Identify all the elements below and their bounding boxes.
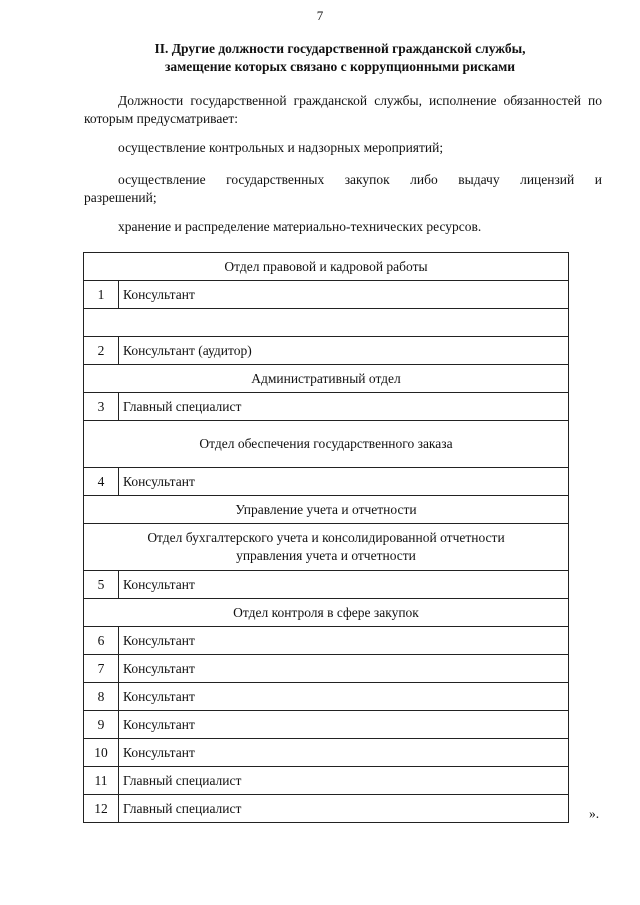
duty-item-procurement bbox=[84, 171, 602, 207]
position-title: Консультант bbox=[119, 571, 569, 599]
intro-paragraph: Должности государственной гражданской службы, исполнение обязанностей по которым предусматривает: bbox=[84, 93, 602, 126]
position-title: Консультант bbox=[119, 655, 569, 683]
row-number: 10 bbox=[84, 739, 119, 767]
table-row bbox=[84, 739, 569, 767]
row-number: 6 bbox=[84, 627, 119, 655]
row-number: 8 bbox=[84, 683, 119, 711]
position-title: Консультант bbox=[119, 281, 569, 309]
department-row bbox=[84, 524, 569, 571]
position-title: Консультант bbox=[119, 468, 569, 496]
positions-table bbox=[83, 252, 569, 823]
department-name: Отдел правовой и кадровой работы bbox=[84, 253, 569, 281]
closing-quote-mark: ». bbox=[589, 806, 600, 821]
duty-item-storage: хранение и распределение материально-технических ресурсов. bbox=[118, 219, 482, 234]
empty-cell bbox=[84, 309, 569, 337]
table-row bbox=[84, 795, 569, 823]
table-row bbox=[84, 767, 569, 795]
department-row bbox=[84, 496, 569, 524]
table-row bbox=[84, 655, 569, 683]
table-row bbox=[84, 683, 569, 711]
page-number: 7 bbox=[316, 8, 324, 23]
section-heading-line-1: II. Другие должности государственной гражданской службы, bbox=[154, 41, 526, 56]
department-name: Отдел обеспечения государственного заказа bbox=[84, 421, 569, 468]
department-row bbox=[84, 599, 569, 627]
department-name-line-1: Отдел бухгалтерского учета и консолидированной отчетности bbox=[147, 530, 505, 545]
department-name: Административный отдел bbox=[84, 365, 569, 393]
position-title: Главный специалист bbox=[119, 795, 569, 823]
department-row bbox=[84, 253, 569, 281]
position-title: Главный специалист bbox=[119, 393, 569, 421]
row-number: 1 bbox=[84, 281, 119, 309]
table-row bbox=[84, 711, 569, 739]
position-title: Консультант bbox=[119, 739, 569, 767]
table-row bbox=[84, 627, 569, 655]
table-row bbox=[84, 468, 569, 496]
row-number: 7 bbox=[84, 655, 119, 683]
row-number: 11 bbox=[84, 767, 119, 795]
position-title: Консультант bbox=[119, 627, 569, 655]
department-row bbox=[84, 421, 569, 468]
duty-item-procurement-line-1: осуществление государственных закупок либо выдачу лицензий и bbox=[118, 172, 602, 187]
row-number: 2 bbox=[84, 337, 119, 365]
row-number: 9 bbox=[84, 711, 119, 739]
position-title: Консультант bbox=[119, 711, 569, 739]
duty-item-control: осуществление контрольных и надзорных мероприятий; bbox=[118, 140, 444, 155]
duty-item-procurement-line-2: разрешений; bbox=[84, 190, 157, 205]
table-row bbox=[84, 281, 569, 309]
department-name: Управление учета и отчетности bbox=[84, 496, 569, 524]
table-row bbox=[84, 337, 569, 365]
section-heading bbox=[80, 40, 600, 76]
department-name: Отдел контроля в сфере закупок bbox=[84, 599, 569, 627]
row-number: 4 bbox=[84, 468, 119, 496]
position-title: Консультант bbox=[119, 683, 569, 711]
department-name-line-2: управления учета и отчетности bbox=[236, 548, 416, 563]
department-row bbox=[84, 365, 569, 393]
row-number: 3 bbox=[84, 393, 119, 421]
section-heading-line-2: замещение которых связано с коррупционными рисками bbox=[164, 59, 516, 74]
position-title: Консультант (аудитор) bbox=[119, 337, 569, 365]
position-title: Главный специалист bbox=[119, 767, 569, 795]
row-number: 5 bbox=[84, 571, 119, 599]
department-name bbox=[84, 524, 569, 571]
row-number: 12 bbox=[84, 795, 119, 823]
table-row bbox=[84, 393, 569, 421]
empty-row bbox=[84, 309, 569, 337]
table-row bbox=[84, 571, 569, 599]
